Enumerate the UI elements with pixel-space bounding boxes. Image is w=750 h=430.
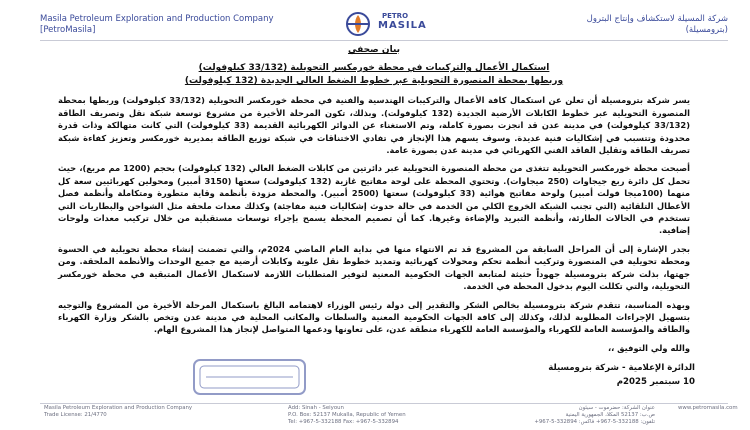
header-company-arabic (587, 14, 728, 36)
footer-address-ar-line-1: عنوان الشركة: حضرموت - سيئون (578, 405, 655, 411)
signature-date: 10 سبتمبر 2025م (616, 377, 695, 387)
footer-address-ar-line-2: ص.ب: 52137 المكلا، الجمهورية اليمنية (565, 412, 655, 418)
document-body (58, 40, 690, 360)
footer-divider (40, 403, 728, 404)
footer-trade-license: Trade License: 21/4770 (44, 412, 107, 418)
footer-address-ar-line-3: تلفون: 332188-5-967+ فاكس: 332894-5-967+ (534, 419, 655, 425)
paragraph-2: أصبحت محطة خورمكسر التحويلية تتغذى من محطة المنصورة التحويلية عبر دائرتين من كابلات الضغط العالي (132 كيلوفولت) بحجم (1200 مم مربع)، حيث تحمل كل دائرة ربع جيجاوات (250 ميجاوات). وتحتوي المحطة على لوحة مفاتيح غازية (132 كيلوفولت) سعتها (3150 أمبير) ومحولين كهربائيين سعة كل منهما (100ميجا فولت أمبير) ولوحة مفاتيح هوائية (33 كيلوفولت) سعتها (2500 أمبير). والمحطة مزودة بأنظمة وقاية متطورة ومتكاملة وأنظمة فصل الأعطال التلقائية (التي تجنب الشبكة الخروج الكلي من الخدمة في حالة حدوث إشكاليات فنية مفاجئة) وكذلك معدات ملحقة مثل الشواحن والبطاريات التي تستخدم في الحالات الطارئة، وأنظمة التبريد والإضاءة وغيرها. كما أن تصميم المحطة يسمح بإجراء توسعات مستقبلية من خلال تركيب معدات ولوحات إضافية. (58, 163, 690, 236)
document-title: بيان صحفي (347, 45, 400, 55)
company-name-english: Masila Petroleum Exploration and Production Company (40, 14, 274, 24)
footer-address-arabic (475, 405, 655, 426)
company-short-arabic: (بترومسيلة) (685, 25, 728, 35)
paragraph-4: وبهذه المناسبة، تتقدم شركة بترومسيلة بخالص الشكر والتقدير إلى دولة رئيس الوزراء لاهتمامه البالغ باستكمال المرحلة الأخيرة من المشروع والتوجيه بتسهيل الإجراءات المطلوبة لذلك، وكذلك إلى كافة الجهات الحكومية المعنية والسلطات والمكاتب المحلية في مدينة عدن وتخص بالشكر وزارة الكهرباء والطاقة والمؤسسة العامة للكهرباء والمؤسسة العامة للكهرباء منطقة عدن، على تعاونها ودعمها المتواصل لإنجاز هذا المشروع الهام. (58, 299, 690, 335)
signature-department: الدائرة الإعلامية - شركة بترومسيلة (548, 363, 695, 373)
company-short-english: [PetroMasila] (40, 25, 96, 35)
paragraph-1: يسر شركة بترومسيلة أن تعلن عن استكمال كافة الأعمال والتركيبات الهندسية والفنية في محطة خورمكسر التحويلية (33/132 كيلوفولت) وربطها بمحطة المنصورة التحويلية عبر خطوط الكابلات الأرضية الجديدة (132 كيلوفولت). وبذلك، تكون المرحلة الأخيرة من مشروع توسعة شبكة نقل وتصريف الطاقة (33/132 كيلوفولت) في مدينة عدن قد انجزت بصورة كاملة، وتم الاستغناء عن الدوائر الكهربائية القديمة (33 كيلوفولت) التي كانت متهالكة وذات قدرة محدودة وتتسبب في إشكاليات فنية عديدة. وسوف يسهم هذا الإنجاز في تفادي الاختناقات في شبكة توزيع الطاقة بمديرية خورمكسر وتعزيز كفاءة شبكة تصريف الطاقة وتقليل الفاقد الفني الكهربائي في مدينة عدن بصورة عامة. (58, 95, 690, 156)
footer-address-line-2: P.O. Box: 52137 Mukalla, Republic of Yemen (288, 412, 406, 418)
header-company-english (40, 14, 274, 36)
document-subtitle (58, 62, 690, 87)
footer-address-line-3: Tel: +967-5-332188 Fax: +967-5-332894 (288, 419, 399, 425)
paragraph-3: بجدر الإشارة إلى أن المراحل السابقة من المشروع قد تم الانتهاء منها في بداية العام الماضي 2024م، والتي تضمنت إنشاء محطة تحويلية في الحسوة ومحطة تحويلية في المنصورة وتركيب أنظمة تحكم ومحولات كهربائية وتمديد خطوط نقل علوية وكابلات أرضية مع جميع الوحدات والأنظمة الملحقة. ومن جهتها، بذلت شركة بترومسيلة جهوداً حثيثة لمتابعة الجهات الحكومية المعنية لتوفير المتطلبات اللازمة لاستكمال الأعمال المتبقية في محطة خورمكسر التحويلية، والتي تكللت اليوم بدخول المحطة في الخدمة. (58, 243, 690, 292)
signature-block (548, 361, 695, 389)
footer-address-line-1: Add: Sinah - Seiyoun (288, 405, 344, 411)
footer-address-english (288, 405, 406, 426)
footer-company-name: Masila Petroleum Exploration and Production Company (44, 405, 193, 411)
company-stamp-icon (192, 358, 307, 396)
logo-word-petro: PETRO (382, 12, 409, 20)
closing-line: والله ولي التوفيق ،، (607, 342, 690, 353)
subtitle-line-2: وربطها بمحطة المنصورة التحويلية عبر خطوط الضغط العالي الجديدة (132 كيلوفولت) (184, 75, 564, 86)
footer-website-link[interactable]: www.petromasila.com (678, 405, 738, 411)
logo-word-masila: MASILA (378, 20, 427, 31)
company-name-arabic: شركة المسيلة لاستكشاف وإنتاج البترول (586, 14, 728, 24)
subtitle-line-1: استكمال الأعمال والتركيبات في محطة خورمكسر التحويلية (33/132 كيلوفولت) (198, 63, 550, 74)
footer-company-info (44, 405, 192, 419)
